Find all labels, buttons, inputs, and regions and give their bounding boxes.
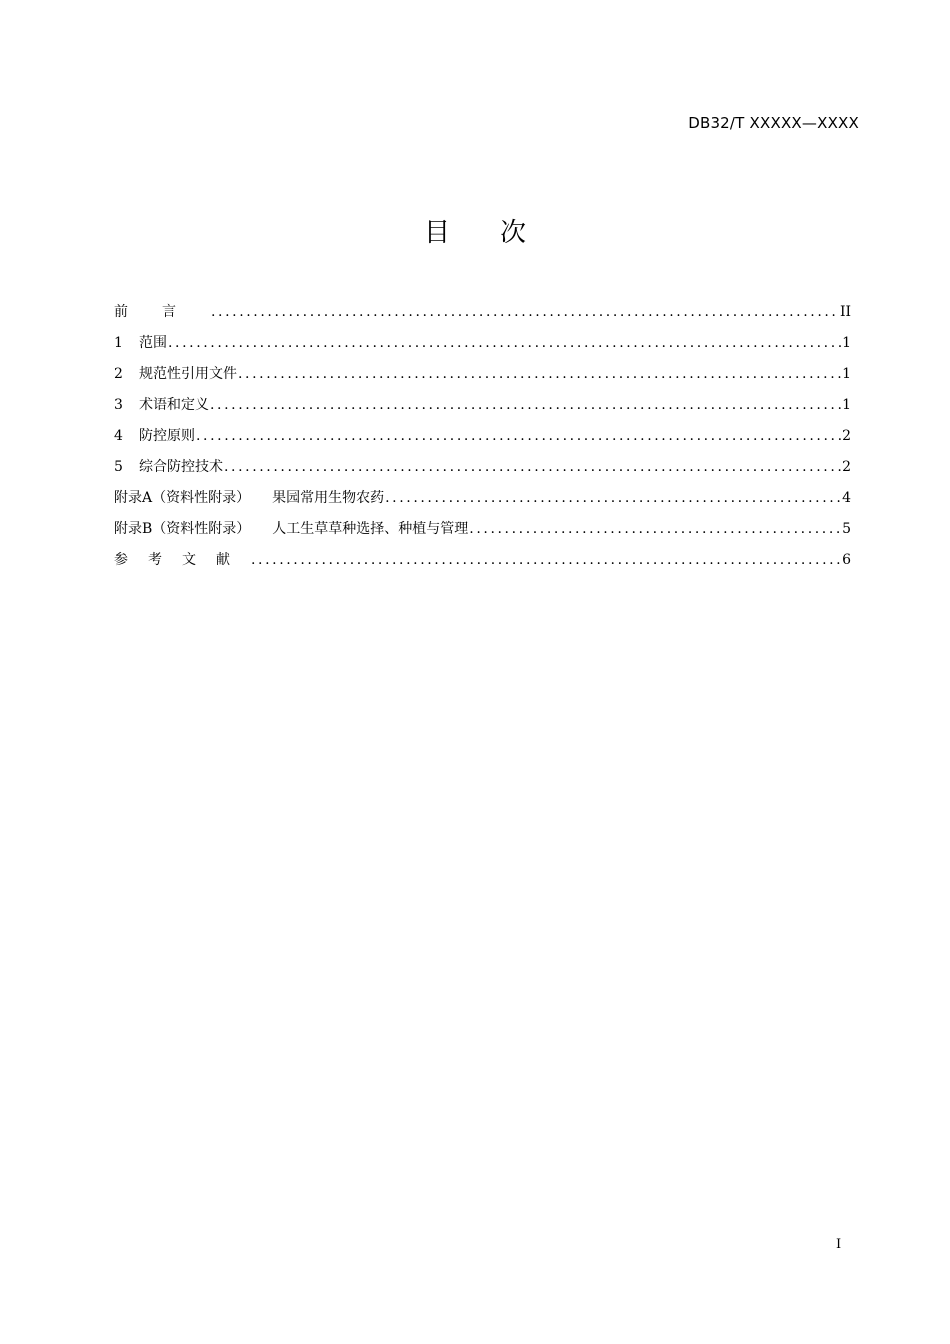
toc-entry-scope[interactable] xyxy=(114,333,851,364)
toc-entry-control-principles[interactable] xyxy=(114,426,851,457)
toc-entry-text: 范围 xyxy=(139,335,167,351)
toc-entry-text: 综合防控技术 xyxy=(139,459,223,475)
toc-entry-appendix-a[interactable] xyxy=(114,488,851,519)
toc-dot-leader xyxy=(210,395,841,415)
toc-entry-text: 前言 xyxy=(114,304,210,320)
toc-entry-text: 术语和定义 xyxy=(139,397,209,413)
toc-entry-number: 3 xyxy=(114,397,123,413)
toc-entry-integrated-control[interactable] xyxy=(114,457,851,488)
toc-entry-text: 参考文献 xyxy=(114,552,250,568)
toc-list xyxy=(114,302,851,581)
toc-entry-subtitle: 果园常用生物农药 xyxy=(272,490,385,506)
toc-entry-text: 规范性引用文件 xyxy=(139,366,237,382)
toc-entry-bibliography[interactable] xyxy=(114,550,851,581)
toc-dot-leader xyxy=(238,364,841,384)
toc-entry-text: 防控原则 xyxy=(139,428,195,444)
toc-entry-number: 4 xyxy=(114,428,123,444)
toc-dot-leader xyxy=(196,426,841,446)
toc-entry-number: 5 xyxy=(114,459,123,475)
toc-title-char-1: 目 xyxy=(423,218,450,248)
toc-entry-page: II xyxy=(839,304,851,320)
toc-dot-leader xyxy=(385,488,841,508)
toc-entry-page: 1 xyxy=(842,366,851,382)
toc-entry-page: 5 xyxy=(842,521,851,537)
toc-entry-page: 4 xyxy=(842,490,851,506)
toc-entry-page: 1 xyxy=(842,335,851,351)
toc-entry-page: 1 xyxy=(842,397,851,413)
toc-entry-foreword[interactable] xyxy=(114,302,851,333)
toc-entry-subtitle: 人工生草草种选择、种植与管理 xyxy=(272,521,469,537)
toc-title-char-2: 次 xyxy=(500,218,527,248)
toc-entry-terms-definitions[interactable] xyxy=(114,395,851,426)
toc-dot-leader xyxy=(211,302,839,322)
toc-entry-page: 6 xyxy=(842,552,851,568)
toc-entry-number: 2 xyxy=(114,366,123,382)
toc-entry-number: 1 xyxy=(114,335,123,351)
toc-entry-text: 附录B（资料性附录） xyxy=(114,521,251,537)
toc-dot-leader xyxy=(469,519,841,539)
document-code: DB32/T XXXXX—XXXX xyxy=(688,114,859,132)
toc-entry-appendix-b[interactable] xyxy=(114,519,851,550)
toc-entry-text: 附录A（资料性附录） xyxy=(114,490,251,506)
toc-entry-normative-references[interactable] xyxy=(114,364,851,395)
toc-entry-page: 2 xyxy=(842,428,851,444)
toc-dot-leader xyxy=(224,457,841,477)
toc-dot-leader xyxy=(168,333,841,353)
toc-title xyxy=(0,212,950,249)
page-number: I xyxy=(836,1237,842,1252)
toc-entry-page: 2 xyxy=(842,459,851,475)
toc-dot-leader xyxy=(251,550,841,570)
